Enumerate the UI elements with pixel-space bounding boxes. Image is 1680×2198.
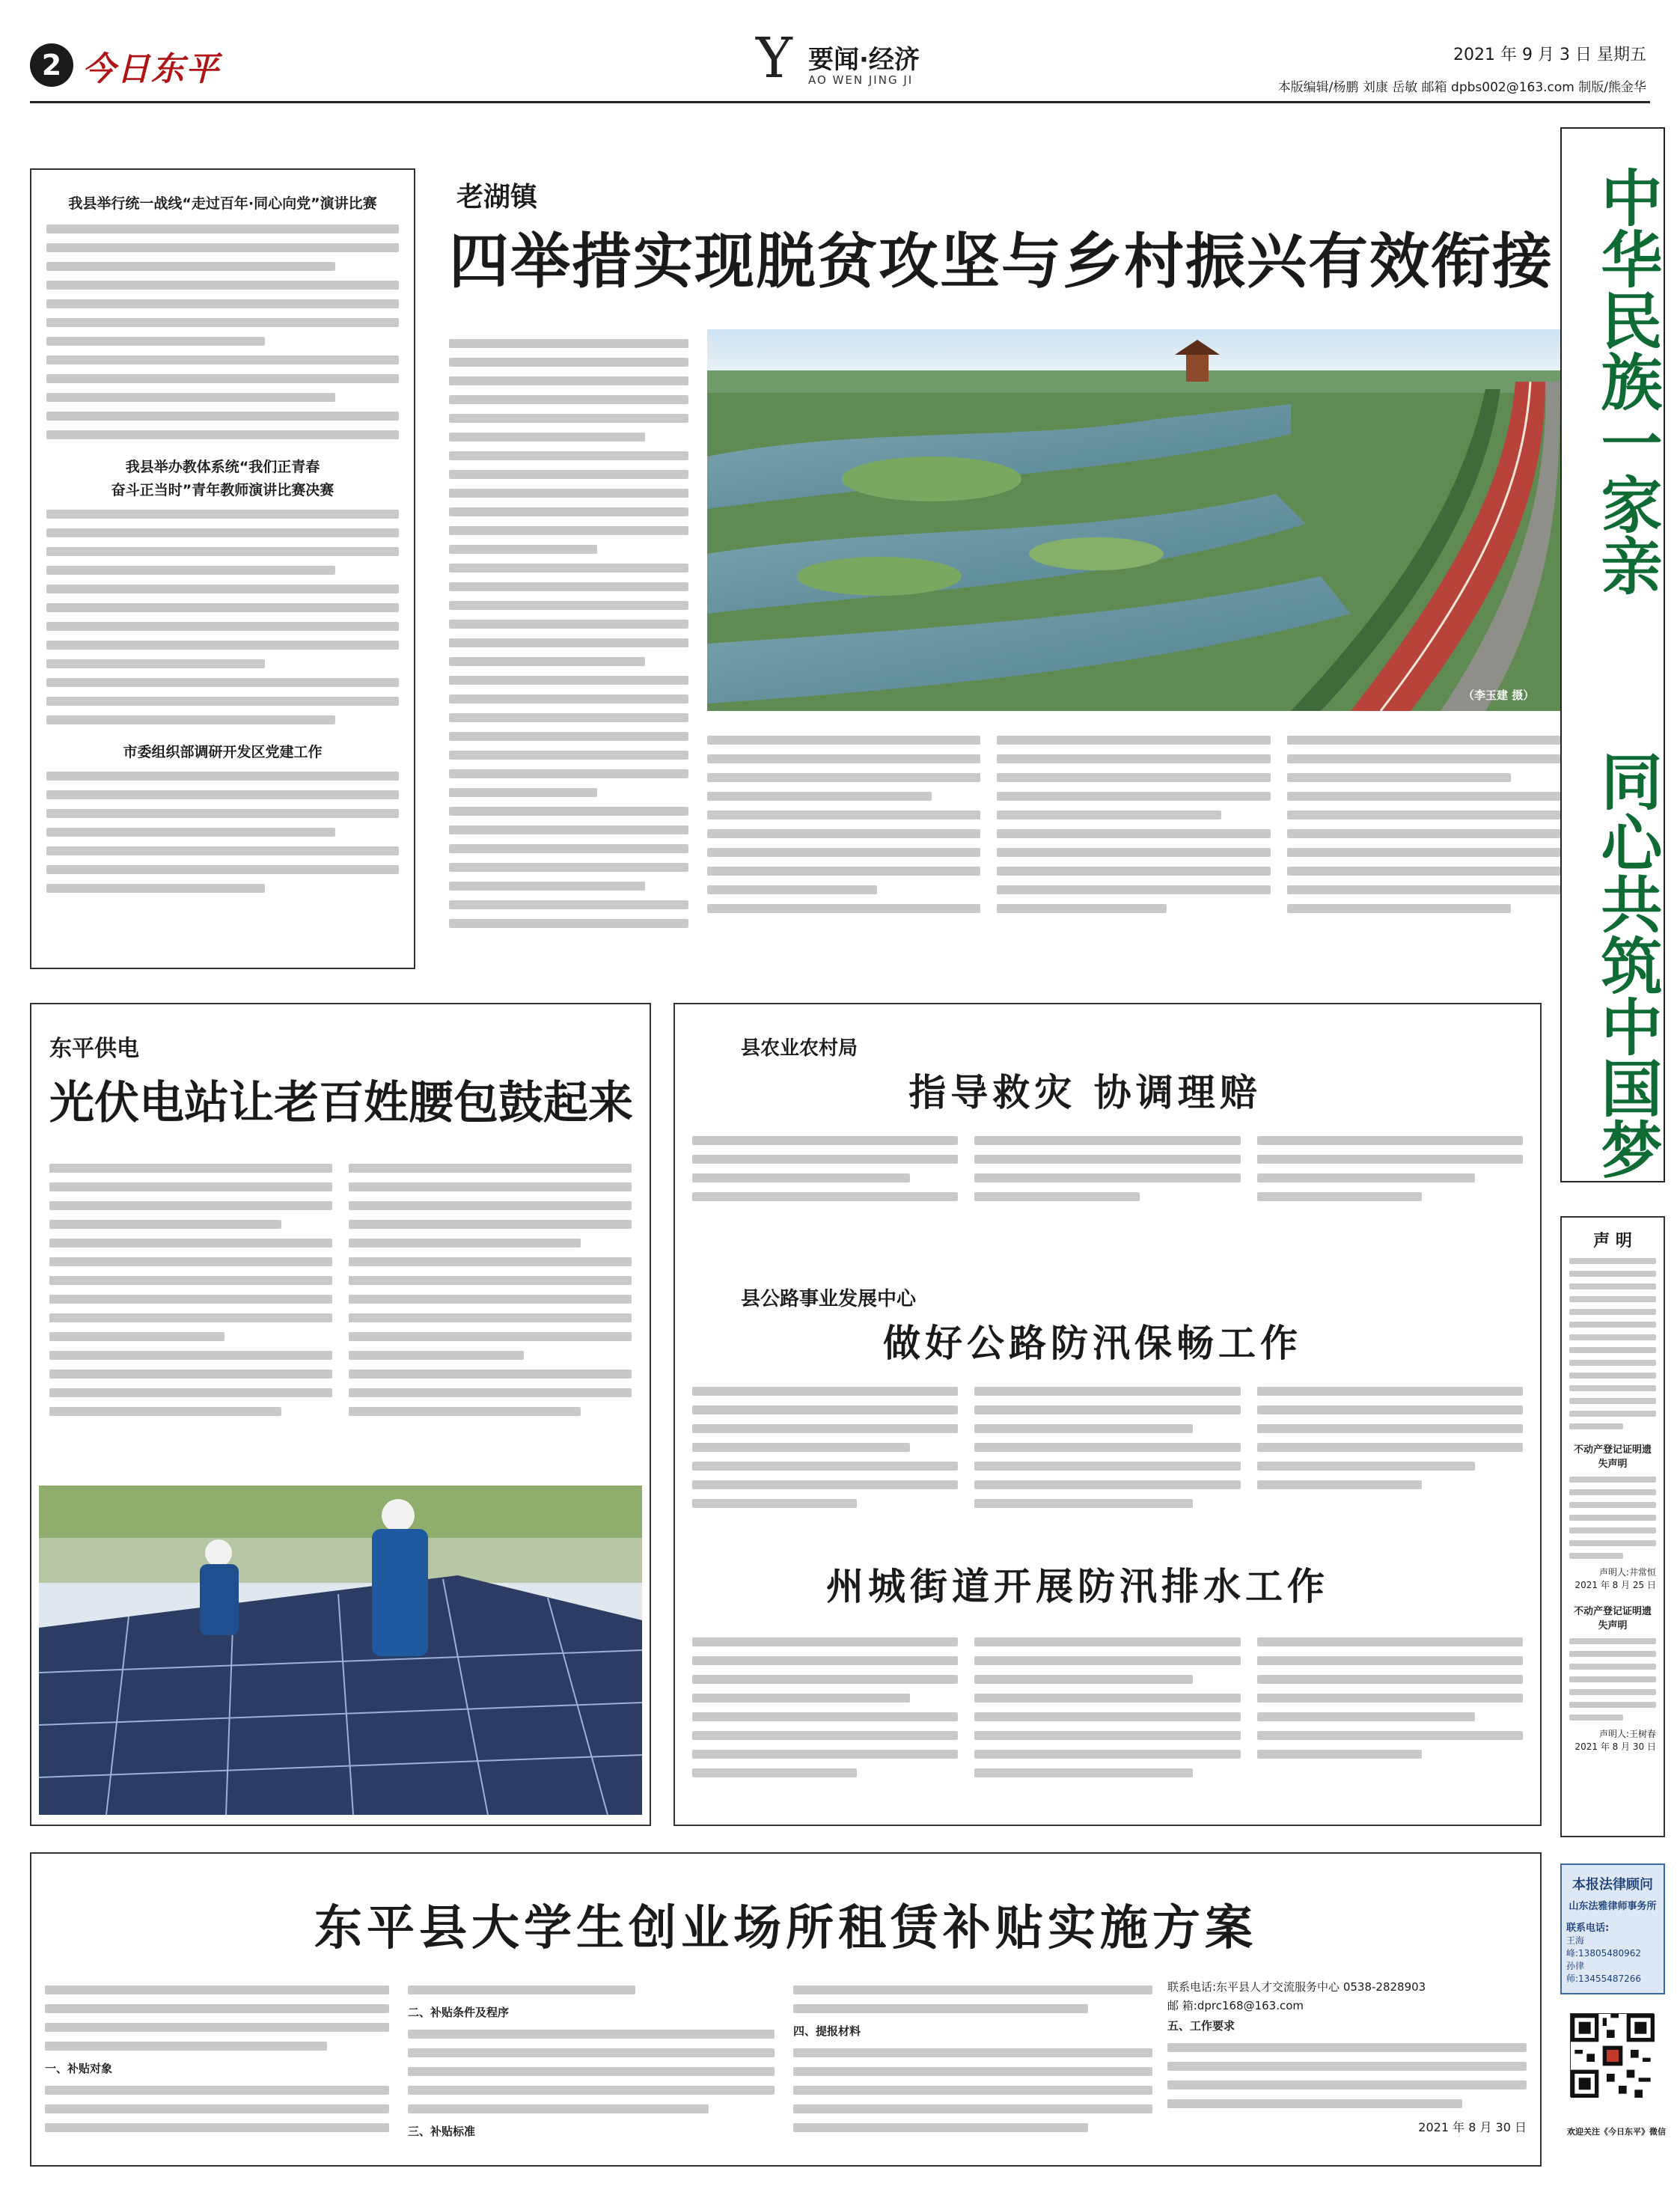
policy-heading-5: 五、工作要求 <box>1167 2019 1235 2033</box>
article-title-party: 市委组织部调研开发区党建工作 <box>123 744 323 760</box>
issue-date: 2021 年 9 月 3 日 星期五 <box>1453 46 1646 64</box>
notice-signer-2: 声明人:王树春 <box>1598 1729 1656 1739</box>
policy-contact-email[interactable]: 邮 箱:dprc168@163.com <box>1167 1999 1304 2012</box>
policy-heading-1: 一、补贴对象 <box>45 2062 113 2075</box>
article-body-placeholder <box>46 510 399 724</box>
masthead <box>0 0 1680 95</box>
notice-body-placeholder <box>1569 1477 1656 1559</box>
policy-heading-3: 三、补贴标准 <box>408 2125 476 2138</box>
notice-body-placeholder <box>1569 1258 1656 1429</box>
notice-loss-title-2: 不动产登记证明遗失声明 <box>1573 1606 1652 1631</box>
legal-advisor-box <box>1560 1863 1665 1994</box>
legal-firm: 山东法雅律师事务所 <box>1568 1901 1657 1912</box>
pv-headline: 光伏电站让老百姓腰包鼓起来 <box>49 1077 633 1129</box>
road-kicker: 县公路事业发展中心 <box>741 1288 917 1310</box>
section-letter: Y <box>756 26 792 91</box>
lead-photo <box>707 329 1560 711</box>
zhoucheng-headline: 州城街道开展防汛排水工作 <box>826 1564 1329 1608</box>
photo-credit: （李玉建 摄） <box>1463 689 1535 702</box>
policy-headline: 东平县大学生创业场所租赁补贴实施方案 <box>314 1900 1257 1956</box>
policy-contact-phone: 联系电话:东平县人才交流服务中心 0538-2828903 <box>1167 1980 1426 1994</box>
policy-heading-4: 四、提报材料 <box>793 2024 861 2038</box>
agri-body <box>692 1126 1523 1224</box>
article-body-placeholder <box>46 225 399 439</box>
masthead-rule <box>30 101 1650 103</box>
agri-kicker: 县农业农村局 <box>741 1037 858 1060</box>
slogan-banner <box>1560 127 1665 1182</box>
policy-heading-2: 二、补贴条件及程序 <box>408 2006 510 2019</box>
lead-body-left <box>449 329 688 965</box>
slogan-line-1: 中华民族一家亲 <box>1591 166 1663 596</box>
editor-credits: 本版编辑/杨鹏 刘康 岳敏 邮箱 dpbs002@163.com 制版/熊金华 <box>1277 80 1646 95</box>
lead-kicker: 老湖镇 <box>456 182 538 213</box>
agri-headline: 指导救灾 协调理赔 <box>908 1070 1262 1114</box>
aerial-wetland-image <box>707 329 1560 711</box>
article-title-teachers-1: 我县举办教体系统“我们正青春 <box>125 459 320 475</box>
left-news-box <box>30 168 415 969</box>
policy-date: 2021 年 8 月 30 日 <box>1418 2120 1527 2134</box>
legal-contact-label: 联系电话: <box>1566 1923 1610 1934</box>
notice-date-2: 2021 年 8 月 30 日 <box>1574 1741 1656 1752</box>
policy-col-2 <box>408 1976 775 2155</box>
legal-contact-1: 王海峰:13805480962 <box>1566 1935 1642 1959</box>
article-title-teachers-2: 奋斗正当时”青年教师演讲比赛决赛 <box>111 482 335 498</box>
legal-contact-2: 孙律师:13455487266 <box>1566 1961 1642 1984</box>
notice-date-1: 2021 年 8 月 25 日 <box>1574 1580 1656 1590</box>
pv-body <box>49 1154 632 1426</box>
page-number-badge: 2 <box>30 43 73 87</box>
road-headline: 做好公路防汛保畅工作 <box>883 1321 1302 1365</box>
section-pinyin: AO WEN JING JI <box>808 73 914 87</box>
notice-body-placeholder <box>1569 1638 1656 1721</box>
road-body <box>692 1377 1523 1538</box>
legal-title: 本报法律顾问 <box>1572 1877 1653 1893</box>
slogan-line-2: 同心共筑中国梦 <box>1591 750 1663 1179</box>
notice-statement-title: 声 明 <box>1593 1232 1632 1251</box>
article-title-speech: 我县举行统一战线“走过百年·同心向党”演讲比赛 <box>68 195 377 212</box>
paper-name: 今日东平 <box>82 50 220 88</box>
qr-caption: 欢迎关注《今日东平》微信 <box>1567 2127 1666 2137</box>
notice-signer-1: 声明人:井常恒 <box>1598 1567 1656 1578</box>
lead-headline: 四举措实现脱贫攻坚与乡村振兴有效衔接 <box>449 226 1554 296</box>
zhoucheng-body <box>692 1628 1523 1807</box>
policy-col-3 <box>793 1976 1152 2155</box>
policy-col-4 <box>1167 1976 1527 2155</box>
policy-col-1 <box>45 1976 389 2155</box>
section-title: 要闻·经济 <box>808 45 920 75</box>
wechat-qr-code[interactable] <box>1570 2013 1654 2097</box>
article-body-placeholder <box>46 772 399 893</box>
pv-kicker: 东平供电 <box>49 1036 139 1062</box>
solar-panel-image <box>39 1486 642 1815</box>
notice-loss-title-1: 不动产登记证明遗失声明 <box>1573 1444 1652 1470</box>
pv-photo <box>39 1486 642 1815</box>
lead-body-bottom <box>707 726 1560 965</box>
qr-code-icon <box>1571 2014 1655 2098</box>
notices-box <box>1560 1216 1665 1837</box>
